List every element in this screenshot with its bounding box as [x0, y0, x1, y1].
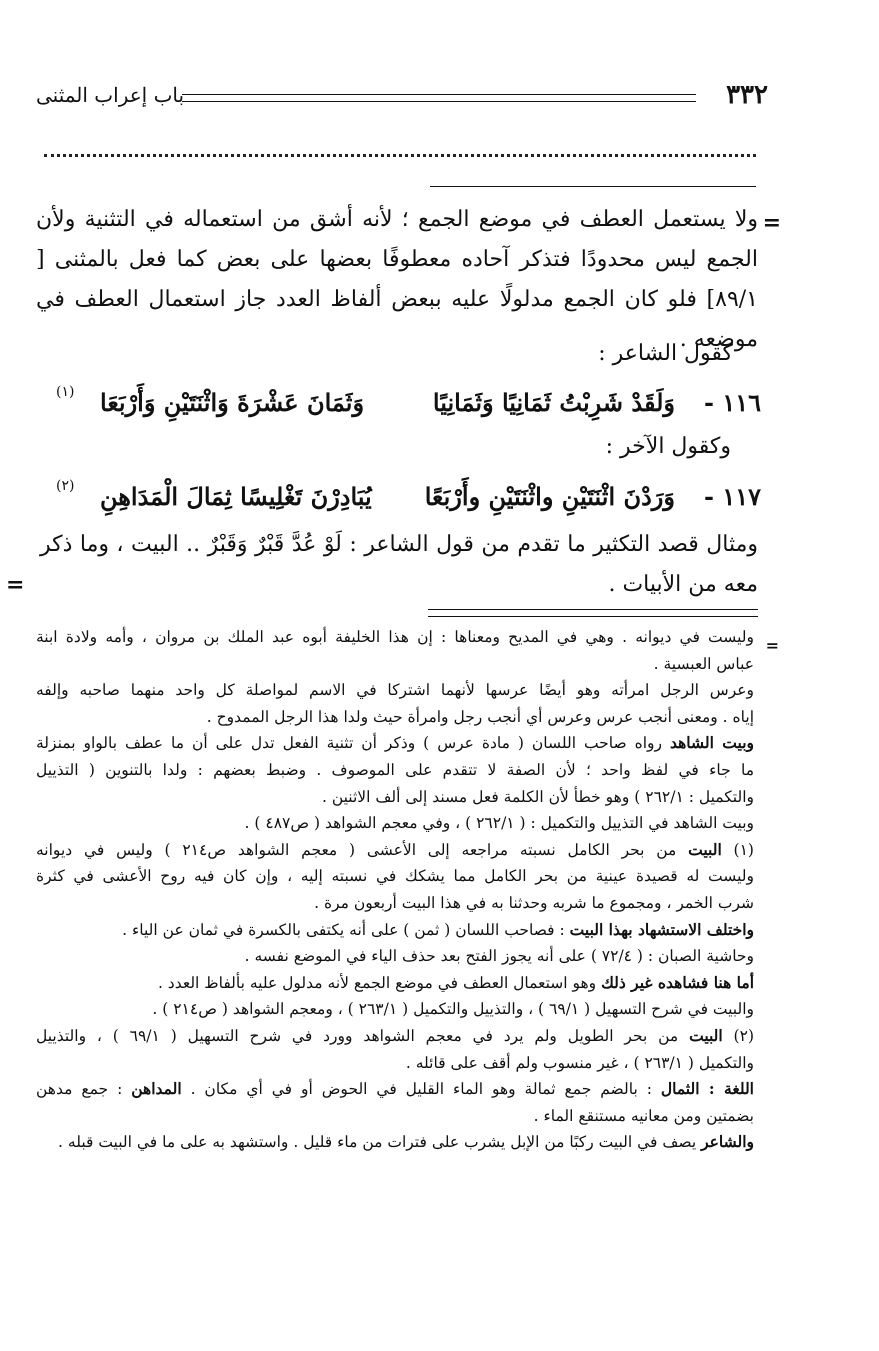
verse-hemistich-2: يُبَادِرْنَ تَغْلِيسًا ثِمَالَ الْمَدَاهِنِ	[100, 482, 372, 511]
footnote-line	[36, 810, 754, 837]
paragraph-1: ولا يستعمل العطف في موضع الجمع ؛ لأنه أشق من استعماله في التثنية ولأن الجمع ليس محدودًا فتذكر آحاده معطوفًا بعضها على بعض كما فعل بالمثنى [ ٨٩/١] فلو كان الجمع مدلولًا عليه ببعض ألفاظ العدد جاز استعمال العطف في موضعه .	[36, 207, 758, 352]
dotted-separator	[44, 154, 756, 157]
verse-hemistich-1: وَرَدْنَ اثْنَتَيْنِ واثْنَتَيْنِ وأَرْبَعًا	[424, 482, 675, 511]
footnote-text: وهو استعمال العطف في موضع الجمع لأنه مدلول عليه بألفاظ العدد .	[157, 973, 602, 992]
footnote-line	[36, 996, 754, 1023]
footnote-bold-term: البيت	[689, 1025, 723, 1045]
footnote-line	[36, 730, 754, 757]
footnote-line	[36, 1103, 754, 1130]
footnote-text: إياه . ومعنى أنجب عرس وعرس أي أنجب رجل وامرأة حيث ولدا هذا الرجل الممدوح .	[206, 707, 754, 726]
footnote-line	[36, 970, 754, 997]
verse-hemistich-2: وَثَمَانَ عَشْرَةَ وَاثْنَتَيْنِ وَأَرْبَعَا	[100, 388, 365, 417]
page-header	[36, 80, 768, 116]
footnote-line	[36, 863, 754, 890]
footnote-text: والتكميل ( ٢٦٣/١ ) ، غير منسوب ولم أقف على قائله .	[405, 1053, 754, 1072]
footnote-line	[36, 943, 754, 970]
footnote-line	[36, 890, 754, 917]
footnote-text: بضمتين ومن معانيه مستنقع الماء .	[533, 1106, 754, 1125]
footnote-text: وحاشية الصبان : ( ٧٢/٤ ) على أنه يجوز الفتح بعد حذف الياء في الموضع نفسه .	[244, 947, 754, 966]
footnote-text: : بالضم جمع ثمالة وهو الماء القليل في الحوض أو في أي مكان .	[181, 1080, 661, 1099]
footnote-ref: (١)	[56, 384, 75, 400]
footnote-text: شرب الخمر ، ومجموع ما شربه وحدثنا به في هذا البيت أربعون مرة .	[314, 893, 754, 912]
footnote-text: ما جاء في لفظ واحد ؛ لأن الصفة لا تتقدم على الموصوف . وضبط بعضهم : ولدا بالتنوين ( التذييل	[36, 760, 754, 779]
verse-hemistich-1: وَلَقَدْ شَرِبْتُ ثَمَانِيًا وَثَمَانِيًا	[432, 388, 675, 417]
footnote-text: : جمع مدهن	[36, 1080, 132, 1099]
continuation-marker-top: =	[762, 210, 781, 236]
footnote-text: : فصاحب اللسان ( ثمن ) على أنه يكتفى بالكسرة في ثمان عن الياء .	[122, 920, 570, 939]
paragraph-2: ومثال قصد التكثير ما تقدم من قول الشاعر : لَوْ عُدَّ قَبْرٌ وَقَبْرٌ .. البيت ، وما ذكر معه من الأبيات .	[40, 532, 758, 597]
footnote-text: (٢)	[722, 1026, 754, 1045]
footnote-text: عباس العبسية .	[653, 654, 754, 673]
footnote-text: والتكميل : ٢٦٢/١ ) وهو خطأ لأن الكلمة فعل مسند إلى ألف الاثنين .	[321, 787, 754, 806]
page-number: ٣٣٢	[726, 80, 768, 110]
footnote-text: والبيت في شرح التسهيل ( ٦٩/١ ) ، والتذييل والتكميل ( ٢٦٣/١ ) ، ومعجم الشواهد ( ص٢١٤ ) .	[152, 1000, 754, 1019]
footnote-line	[36, 917, 754, 944]
verse-116	[56, 384, 761, 428]
chapter-title: باب إعراب المثنى	[36, 83, 185, 107]
header-rule	[182, 94, 696, 102]
footnote-line	[36, 757, 754, 784]
footnote-text: وبيت الشاهد في التذييل والتكميل : ( ٢٦٢/١ ) ، وفي معجم الشواهد ( ص٤٨٧ ) .	[244, 814, 754, 833]
footnote-text: وعرس الرجل امرأته وهو أيضًا عرسها لأنهما اشتركا في الاسم لمواصلة كل واحد منهما صاحبه وإلفه	[36, 681, 754, 700]
footnote-line	[36, 704, 754, 731]
footnote-line	[36, 651, 754, 678]
verse-number: ١١٦ -	[704, 388, 761, 417]
footnote-line	[36, 1076, 754, 1103]
footnote-bold-term: وبيت الشاهد	[669, 733, 754, 753]
footnote-line	[36, 624, 754, 651]
footnote-text: وليست في ديوانه . وهي في المديح ومعناها : إن هذا الخليفة أبوه عبد الملك بن مروان ، وأمه ولادة ابنة	[36, 628, 754, 646]
footnote-text: من بحر الكامل نسبته مراجعه إلى الأعشى ( معجم الشواهد ص٢١٤ ) وليس في ديوانه	[36, 840, 689, 859]
footnote-bold-term: اللغة : الثمال	[660, 1079, 754, 1099]
footnote-line	[36, 1129, 754, 1156]
verse-117	[56, 478, 761, 522]
footnote-bold-term: أما هنا فشاهده غير ذلك	[601, 972, 754, 992]
footnote-line	[36, 784, 754, 811]
footnote-text: رواه صاحب اللسان ( مادة عرس ) وذكر أن تثنية الفعل تدل على أن ما عطف بالواو بمنزلة	[36, 734, 670, 753]
verse-intro-1: كقول الشاعر :	[598, 341, 733, 366]
continuation-marker-footnote: =	[765, 636, 779, 655]
footnotes-section	[36, 624, 754, 1156]
footnote-line	[36, 1023, 754, 1050]
verse-intro-2: وكقول الآخر :	[605, 434, 731, 459]
footnote-bold-term: المداهن	[131, 1079, 182, 1099]
footnote-line	[36, 677, 754, 704]
footnote-bold-term: البيت	[688, 839, 722, 859]
footnote-text: من بحر الطويل ولم يرد في معجم الشواهد وورد في شرح التسهيل ( ٦٩/١ ) ، والتذييل	[36, 1026, 690, 1045]
footnote-separator	[428, 609, 758, 617]
footnote-ref: (٢)	[56, 478, 75, 494]
footnote-bold-term: واختلف الاستشهاد بهذا البيت	[569, 919, 754, 939]
footnote-line	[36, 837, 754, 864]
continuation-marker-side: =	[6, 572, 25, 598]
footnote-line	[36, 1050, 754, 1077]
top-rule	[430, 186, 756, 187]
footnote-bold-term: والشاعر	[701, 1132, 754, 1152]
footnote-text: (١)	[721, 840, 754, 859]
footnote-text: يصف في البيت ركبًا من الإبل يشرب على فترات من ماء قليل . واستشهد به على ما في البيت قبله .	[58, 1133, 702, 1152]
verse-number: ١١٧ -	[704, 482, 761, 511]
footnote-text: وليست له قصيدة عينية من بحر الكامل مما يشكك في نسبته إليه ، وإن كان فيه روح الأعشى في كثرة	[36, 867, 754, 886]
